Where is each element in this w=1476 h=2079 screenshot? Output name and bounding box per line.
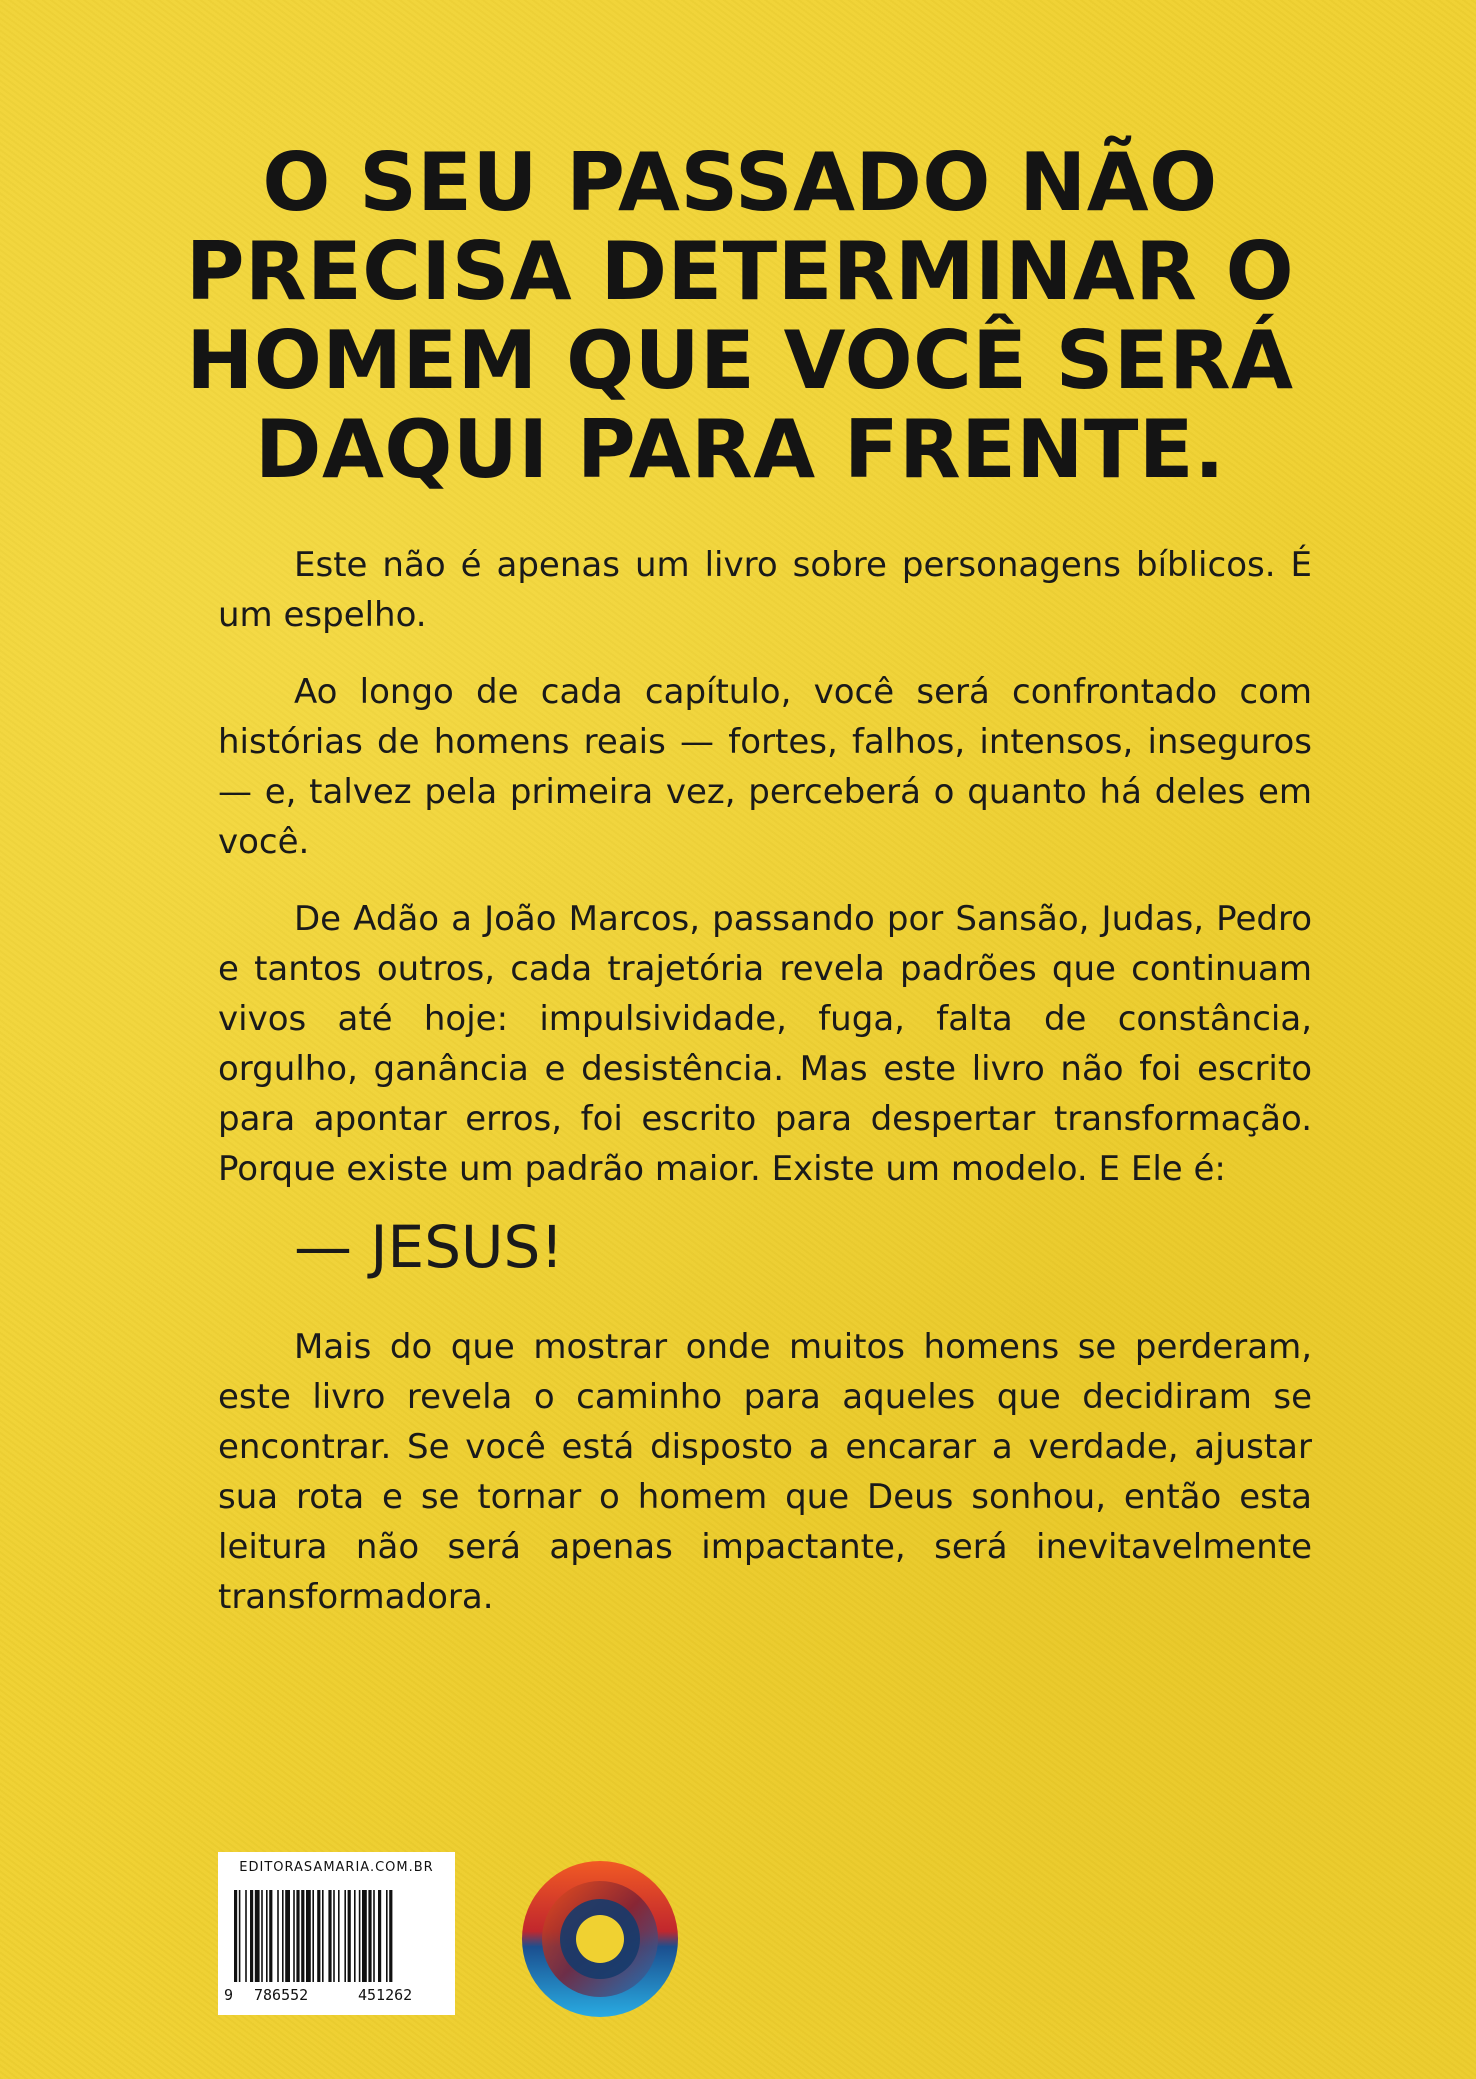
gradient-ring-logo-icon (520, 1859, 680, 2019)
publisher-website: EDITORASAMARIA.COM.BR (239, 1860, 434, 1875)
isbn-group-2: 451262 (358, 1986, 413, 2004)
headline (160, 138, 1320, 494)
headline-line-2: PRECISA DETERMINAR O (185, 225, 1295, 318)
paragraph-closing: Mais do que mostrar onde muitos homens se perderam, este livro revela o caminho para aqueles que decidiram se encontrar. Se você está disposto a encarar a verdade, ajustar sua rota e se tornar o homem que Deus sonhou, então esta leitura não será apenas impactante, será inevitavelmente transformadora. (218, 1327, 1312, 1617)
isbn-prefix: 9 (224, 1986, 234, 2004)
blurb-text (218, 540, 1312, 1649)
paragraph-chapters: Ao longo de cada capítulo, você será confrontado com histórias de homens reais — fortes, falhos, intensos, inseguros — e, talvez pela primeira vez, perceberá o quanto há deles em você. (218, 672, 1312, 862)
jesus-exclamation: — JESUS! (294, 1213, 564, 1281)
headline-line-4: DAQUI PARA FRENTE. (255, 403, 1225, 496)
barcode-label (218, 1852, 455, 2015)
headline-line-1: O SEU PASSADO NÃO (262, 136, 1218, 229)
headline-line-3: HOMEM QUE VOCÊ SERÁ (186, 314, 1294, 407)
barcode (232, 1890, 441, 1986)
paragraph-characters: De Adão a João Marcos, passando por Sansão, Judas, Pedro e tantos outros, cada trajetória revela padrões que continuam vivos até hoje: impulsividade, fuga, falta de constância, orgulho, ganância e desistência. Mas este livro não foi escrito para apontar erros, foi escrito para despertar transformação. Porque existe um padrão maior. Existe um modelo. E Ele é: (218, 899, 1312, 1189)
paragraph-intro: Este não é apenas um livro sobre personagens bíblicos. É um espelho. (218, 545, 1312, 635)
isbn-group-1: 786552 (254, 1986, 309, 2004)
